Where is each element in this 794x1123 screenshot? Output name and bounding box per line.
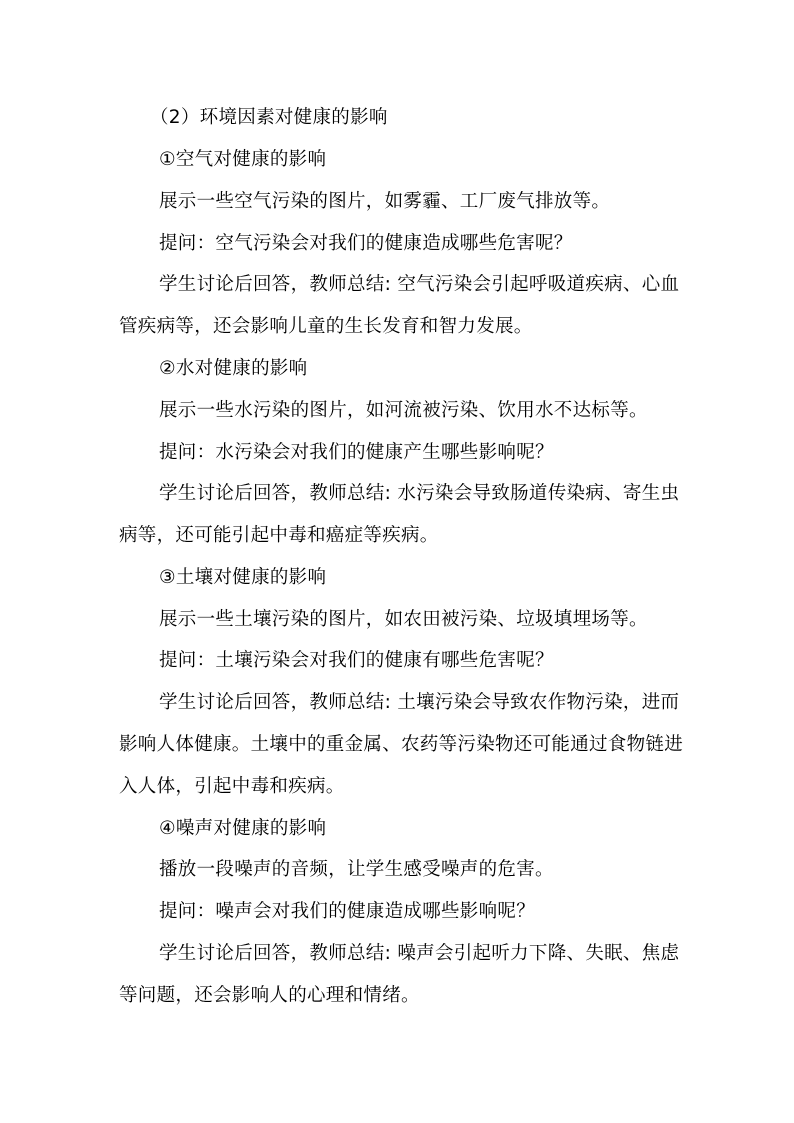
paragraph-water-show: 展示一些水污染的图片，如河流被污染、饮用水不达标等。	[159, 400, 648, 421]
section-heading: （2）环境因素对健康的影响	[150, 107, 388, 128]
paragraph-air-question: 提问：空气污染会对我们的健康造成哪些危害呢？	[159, 233, 573, 254]
paragraph-soil-answer-line2: 影响人体健康。土壤中的重金属、农药等污染物还可能通过食物链进	[119, 734, 684, 755]
paragraph-air-answer-line2: 管疾病等，还会影响儿童的生长发育和智力发展。	[119, 316, 533, 337]
paragraph-water-question: 提问：水污染会对我们的健康产生哪些影响呢？	[159, 442, 554, 463]
paragraph-noise-question: 提问：噪声会对我们的健康造成哪些影响呢？	[159, 901, 536, 922]
paragraph-soil-answer-line3: 入人体，引起中毒和疾病。	[119, 776, 345, 797]
paragraph-noise-answer-line1: 学生讨论后回答，教师总结: 噪声会引起听力下降、失眠、焦虑	[159, 943, 680, 964]
subheading-soil: ③土壤对健康的影响	[159, 567, 327, 588]
paragraph-air-show: 展示一些空气污染的图片，如雾霾、工厂废气排放等。	[159, 191, 611, 212]
paragraph-soil-show: 展示一些土壤污染的图片，如农田被污染、垃圾填埋场等。	[159, 609, 648, 630]
paragraph-water-answer-line2: 病等，还可能引起中毒和癌症等疾病。	[119, 525, 439, 546]
paragraph-soil-question: 提问：土壤污染会对我们的健康有哪些危害呢？	[159, 650, 554, 671]
paragraph-noise-answer-line2: 等问题，还会影响人的心理和情绪。	[119, 985, 420, 1006]
subheading-air: ①空气对健康的影响	[159, 149, 327, 170]
paragraph-soil-answer-line1: 学生讨论后回答，教师总结: 土壤污染会导致农作物污染，进而	[159, 692, 680, 713]
subheading-water: ②水对健康的影响	[159, 358, 308, 379]
paragraph-noise-show: 播放一段噪声的音频，让学生感受噪声的危害。	[159, 859, 554, 880]
paragraph-water-answer-line1: 学生讨论后回答，教师总结: 水污染会导致肠道传染病、寄生虫	[159, 483, 680, 504]
subheading-noise: ④噪声对健康的影响	[159, 818, 327, 839]
paragraph-air-answer-line1: 学生讨论后回答，教师总结: 空气污染会引起呼吸道疾病、心血	[159, 274, 680, 295]
